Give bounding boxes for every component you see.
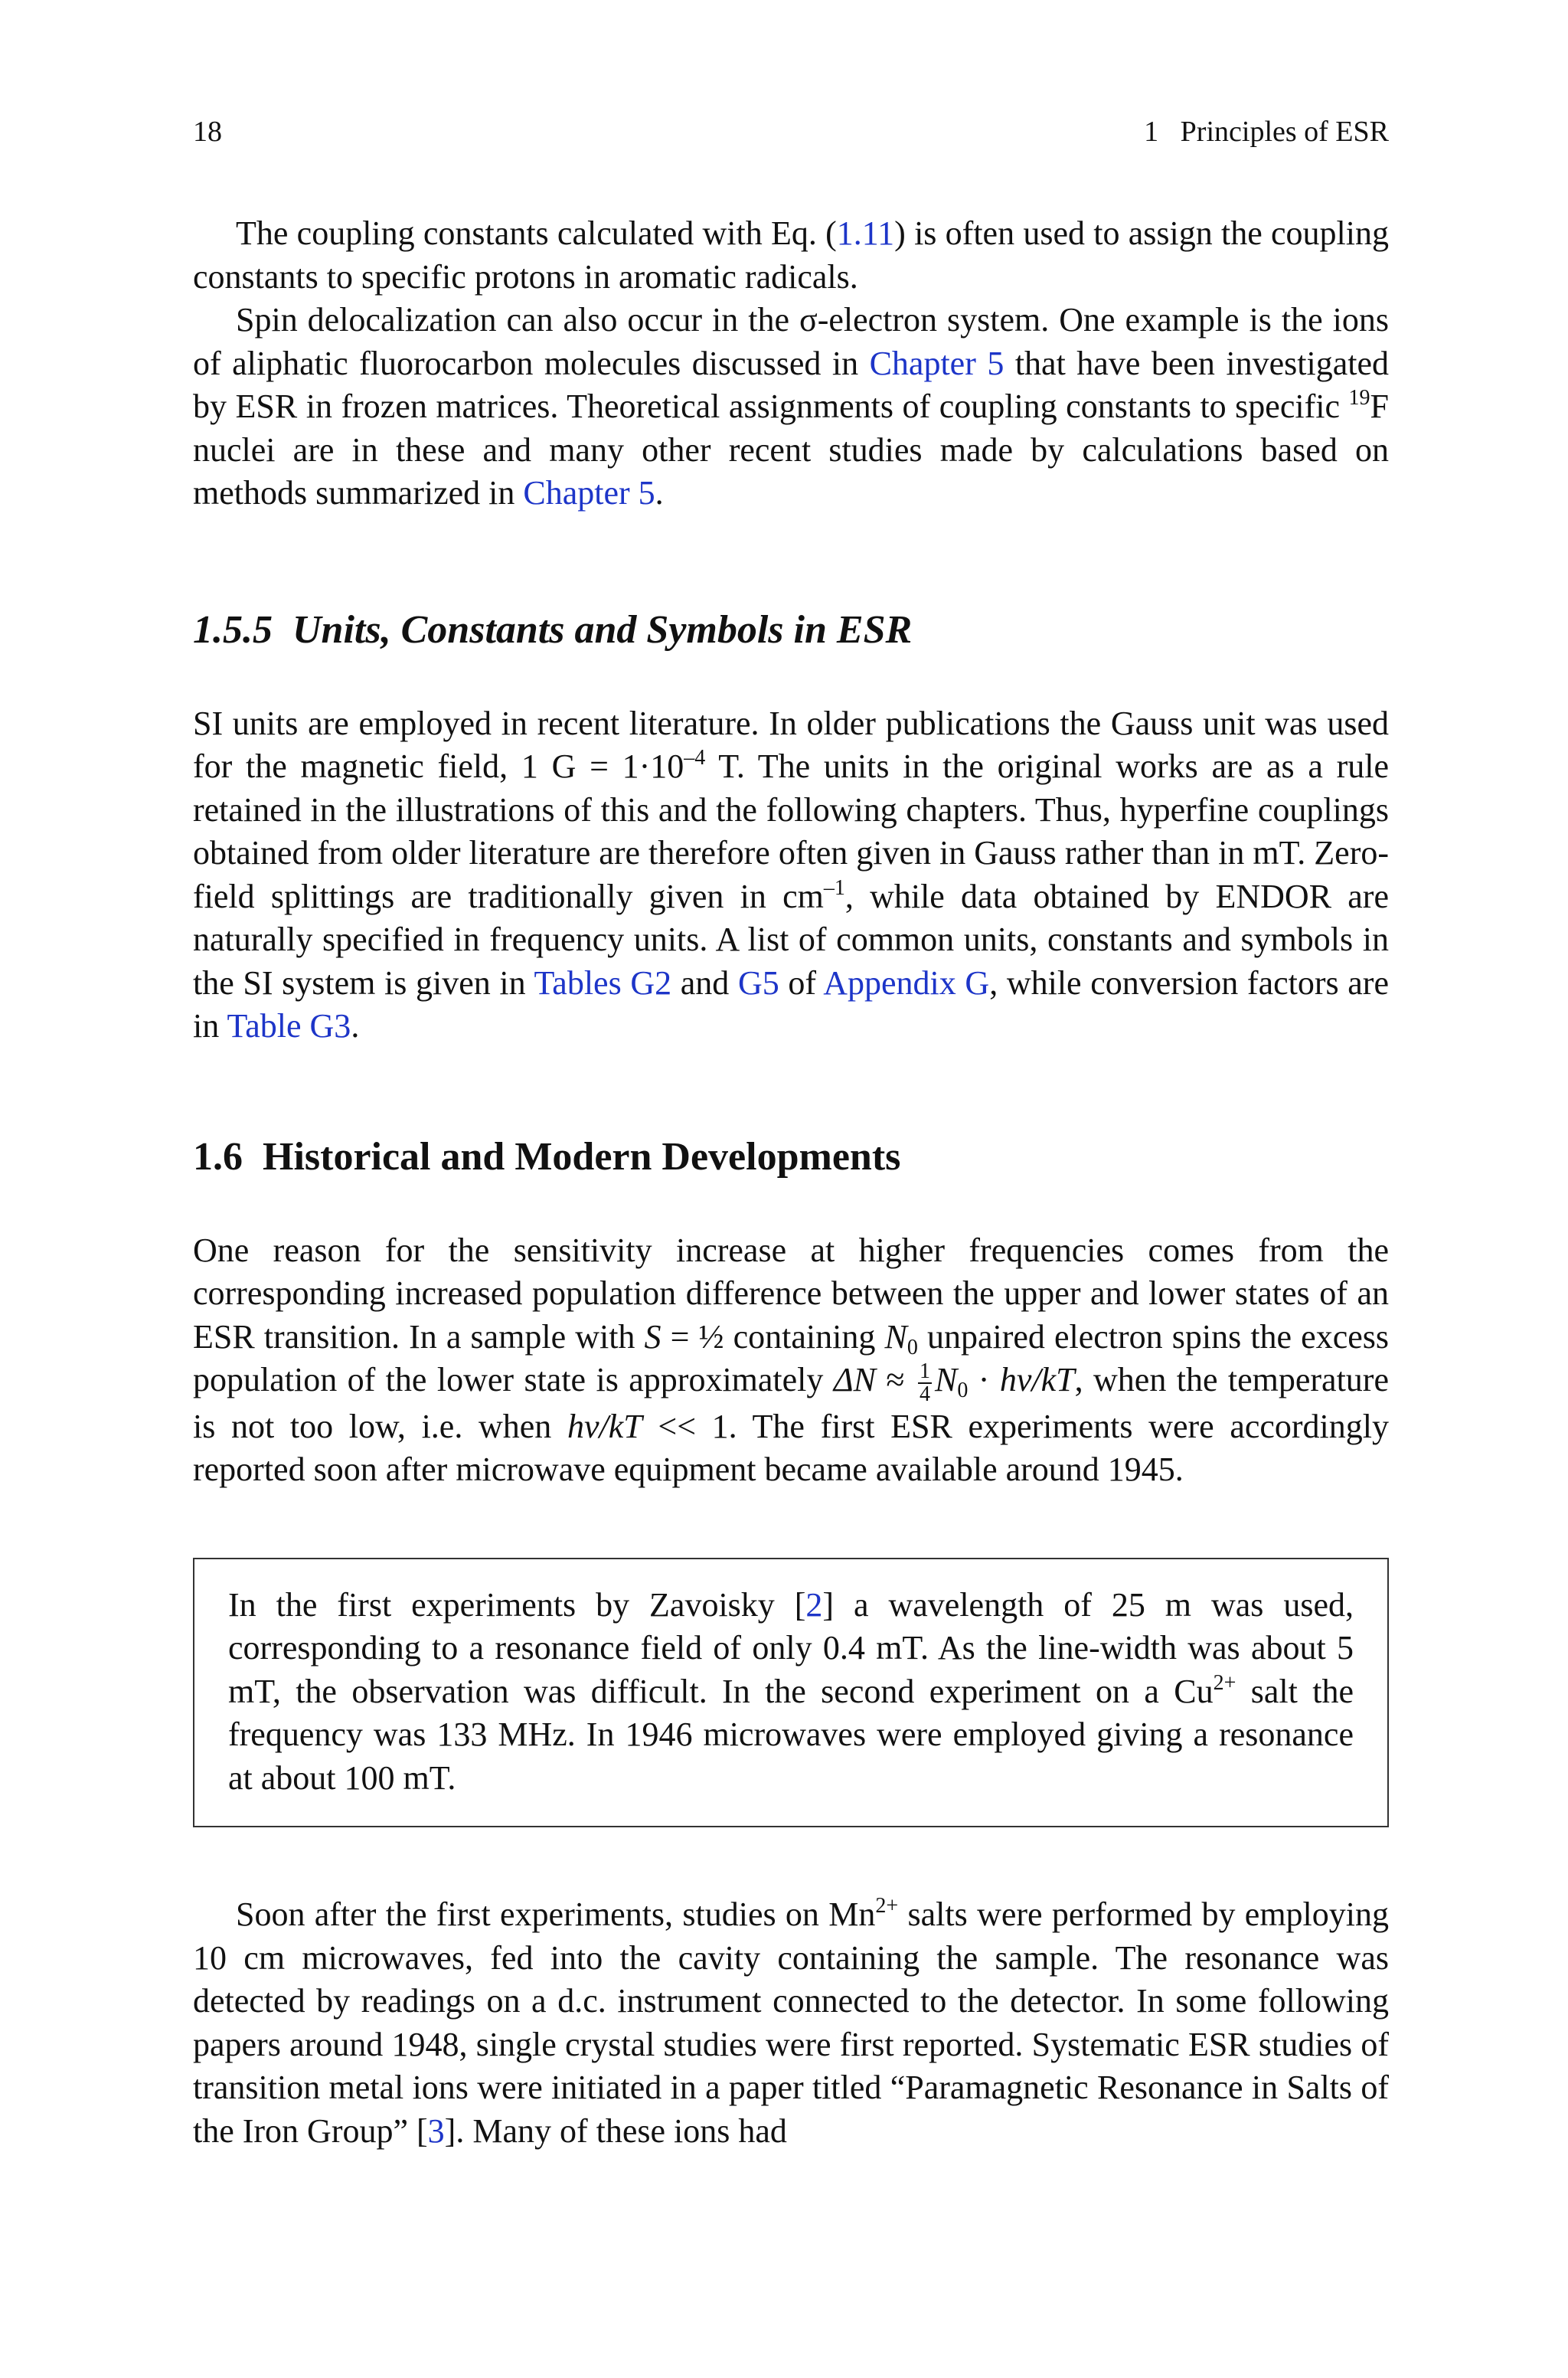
link-eq-1-11[interactable]: 1.11 [836, 214, 895, 252]
link-ref-3[interactable]: 3 [427, 2111, 445, 2150]
link-ref-2[interactable]: 2 [805, 1585, 823, 1624]
page-number: 18 [193, 116, 222, 148]
running-head [193, 115, 1389, 149]
paragraph-coupling-constants: The coupling constants calculated with Eq. (1.11) is often used to assign the coupling constants to specific protons in aromatic radicals. [193, 214, 1389, 296]
box-text: In the first experiments by Zavoisky [2] a wavelength of 25 m was used, corresponding to a resonance field of only 0.4 mT. As the line-width was about 5 mT, the observation was difficult. In the second experiment on a $Cu^{2+}$ salt the frequency was 133 MHz. In 1946 microwaves were employed giving a resonance at about 100 mT. [228, 1585, 1354, 1797]
paragraph-mn-salts: Soon after the first experiments, studies on $Mn^{2+}$ salts were performed by employing 10 cm microwaves, fed into the cavity containing the sample. The resonance was detected by readings on a d.c. instrument connected to the detector. In some following papers around 1948, single crystal studies were first reported. Systematic ESR studies of transition metal ions were initiated in a paper titled “Paramagnetic Resonance in Salts of the Iron Group” [3]. Many of these ions had [193, 1894, 1389, 2150]
link-table-g3[interactable]: Table G3 [227, 1007, 351, 1045]
paragraph-si-units: SI units are employed in recent literature. In older publications the Gauss unit was used for the magnetic field, 1 $G = 1\cdot 10^{-4}$ T. The units in the original works are as a rule retained in the illustrations of this and the following chapters. Thus, hyperfine couplings obtained from older literature are therefore often given in Gauss rather than in mT. Zero-field splittings are traditionally given in $cm^{-1}$, while data obtained by ENDOR are naturally specified in frequency units. A list of common units, constants and symbols in the SI system is given in Tables G2 and G5 of Appendix G, while conversion factors are in Table G3. [193, 704, 1389, 1045]
link-chapter-5-second[interactable]: Chapter 5 [523, 474, 655, 512]
page [193, 115, 1389, 2153]
chapter-title: 1 Principles of ESR [1144, 116, 1389, 148]
heading-1-5-5: 1.5.5 Units, Constants and Symbols in ESR [193, 607, 913, 652]
historical-note-box [193, 1558, 1389, 1828]
link-g5[interactable]: G5 [737, 963, 779, 1002]
link-appendix-g[interactable]: Appendix G [823, 963, 990, 1002]
heading-1-6: 1.6 Historical and Modern Developments [193, 1134, 901, 1179]
fraction-one-quarter: $\frac{1}{4}$ [919, 1359, 930, 1406]
link-tables-g2[interactable]: Tables G2 [534, 963, 672, 1002]
paragraph-sensitivity: One reason for the sensitivity increase at higher frequencies comes from the corresponding increased population difference between the upper and lower states of an ESR transition. In a sample with S = ½ containing $N_0$ unpaired electron spins the excess population of the lower state is approximately ΔN ≈ $\frac{1}{4}$ $N_0 \cdot h\nu/kT$, when the temperature is not too low, i.e. when hν/kT << 1. The first ESR experiments were accordingly reported soon after microwave equipment became available around 1945. [193, 1231, 1390, 1489]
link-chapter-5[interactable]: Chapter 5 [869, 344, 1004, 382]
paragraph-spin-delocalization: Spin delocalization can also occur in the σ-electron system. One example is the ions of aliphatic fluorocarbon molecules discussed in Chapter 5 that have been investigated by ESR in frozen matrices. Theoretical assignments of coupling constants to specific $^{19}$F nuclei are in these and many other recent studies made by calculations based on methods summarized in Chapter 5. [193, 301, 1389, 512]
